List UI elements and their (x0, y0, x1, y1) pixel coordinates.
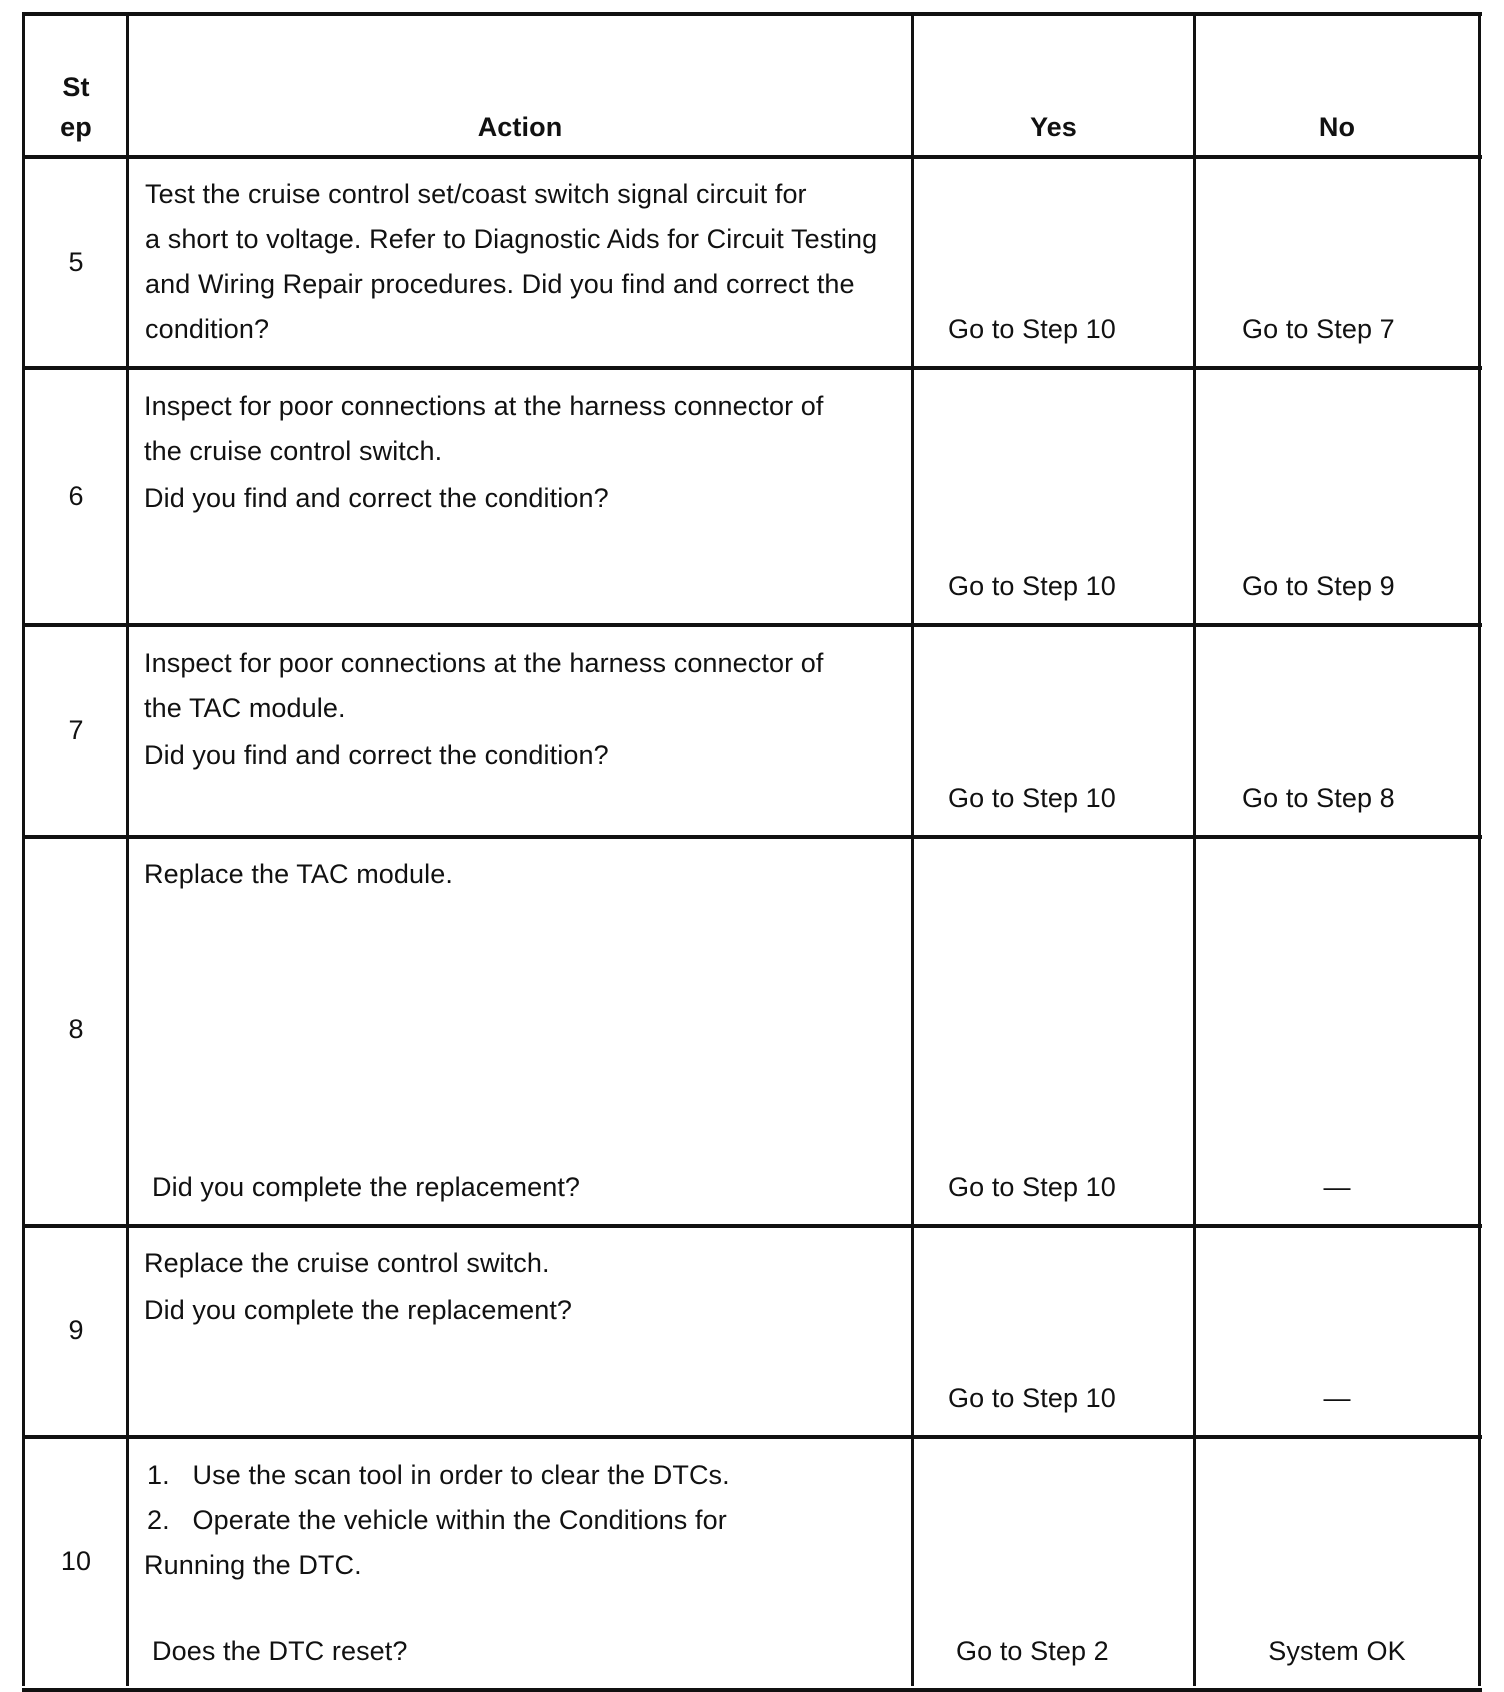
action-line: Replace the cruise control switch. (144, 1248, 550, 1278)
header-yes: Yes (1030, 112, 1077, 142)
action-line: and Wiring Repair procedures. Did you find and correct the (145, 269, 855, 299)
no-result: Go to Step 7 (1242, 314, 1395, 344)
table-rule (22, 1435, 1482, 1439)
action-line: condition? (145, 314, 270, 344)
no-result: System OK (1268, 1636, 1406, 1666)
action-line: the cruise control switch. (144, 436, 443, 466)
step-number: 9 (68, 1315, 84, 1345)
step-number: 7 (68, 715, 84, 745)
step-number: 10 (60, 1546, 92, 1576)
yes-result: Go to Step 10 (948, 783, 1116, 813)
action-text (144, 384, 824, 521)
action-line: Inspect for poor connections at the harness connector of (144, 391, 824, 421)
table-rule (911, 12, 914, 1686)
table-rule (22, 623, 1482, 627)
header-no: No (1318, 112, 1356, 142)
table-rule (22, 1688, 1482, 1692)
table-rule (22, 12, 1482, 16)
table-rule (22, 835, 1482, 839)
action-line: Test the cruise control set/coast switch signal circuit for (145, 179, 807, 209)
header-step-line1: St (62, 72, 90, 102)
action-line: a short to voltage. Refer to Diagnostic Aids for Circuit Testing (145, 224, 878, 254)
step-number: 8 (68, 1014, 84, 1044)
action-line: 2. Operate the vehicle within the Conditions for (147, 1505, 727, 1535)
action-text (144, 1453, 730, 1588)
yes-result: Go to Step 10 (948, 571, 1116, 601)
action-line: Running the DTC. (144, 1550, 362, 1580)
action-line: Did you find and correct the condition? (144, 483, 609, 513)
no-result: Go to Step 9 (1242, 571, 1395, 601)
table-rule (22, 12, 25, 1686)
action-text (144, 641, 824, 778)
no-result: — (1323, 1172, 1351, 1202)
action-line: Did you complete the replacement? (144, 1295, 573, 1325)
step-number: 6 (68, 481, 84, 511)
header-step-line2: ep (60, 112, 92, 142)
no-result: — (1323, 1383, 1351, 1413)
yes-result: Go to Step 2 (956, 1636, 1109, 1666)
action-line: Replace the TAC module. (144, 859, 453, 889)
table-rule (126, 12, 129, 1686)
table-rule (22, 1224, 1482, 1228)
action-line: Does the DTC reset? (152, 1636, 408, 1666)
action-line: 1. Use the scan tool in order to clear the DTCs. (147, 1460, 730, 1490)
action-line: Inspect for poor connections at the harness connector of (144, 648, 824, 678)
table-rule (1193, 12, 1196, 1686)
header-step (26, 67, 126, 147)
table-rule (22, 366, 1482, 370)
header-action: Action (477, 112, 563, 142)
yes-result: Go to Step 10 (948, 1383, 1116, 1413)
table-rule (22, 155, 1482, 159)
step-number: 5 (68, 247, 84, 277)
table-rule (1478, 12, 1481, 1686)
action-line: Did you find and correct the condition? (144, 740, 609, 770)
no-result: Go to Step 8 (1242, 783, 1395, 813)
action-line: Did you complete the replacement? (152, 1172, 581, 1202)
action-text (144, 1241, 572, 1333)
action-line: the TAC module. (144, 693, 346, 723)
yes-result: Go to Step 10 (948, 1172, 1116, 1202)
action-text (145, 172, 877, 352)
yes-result: Go to Step 10 (948, 314, 1116, 344)
